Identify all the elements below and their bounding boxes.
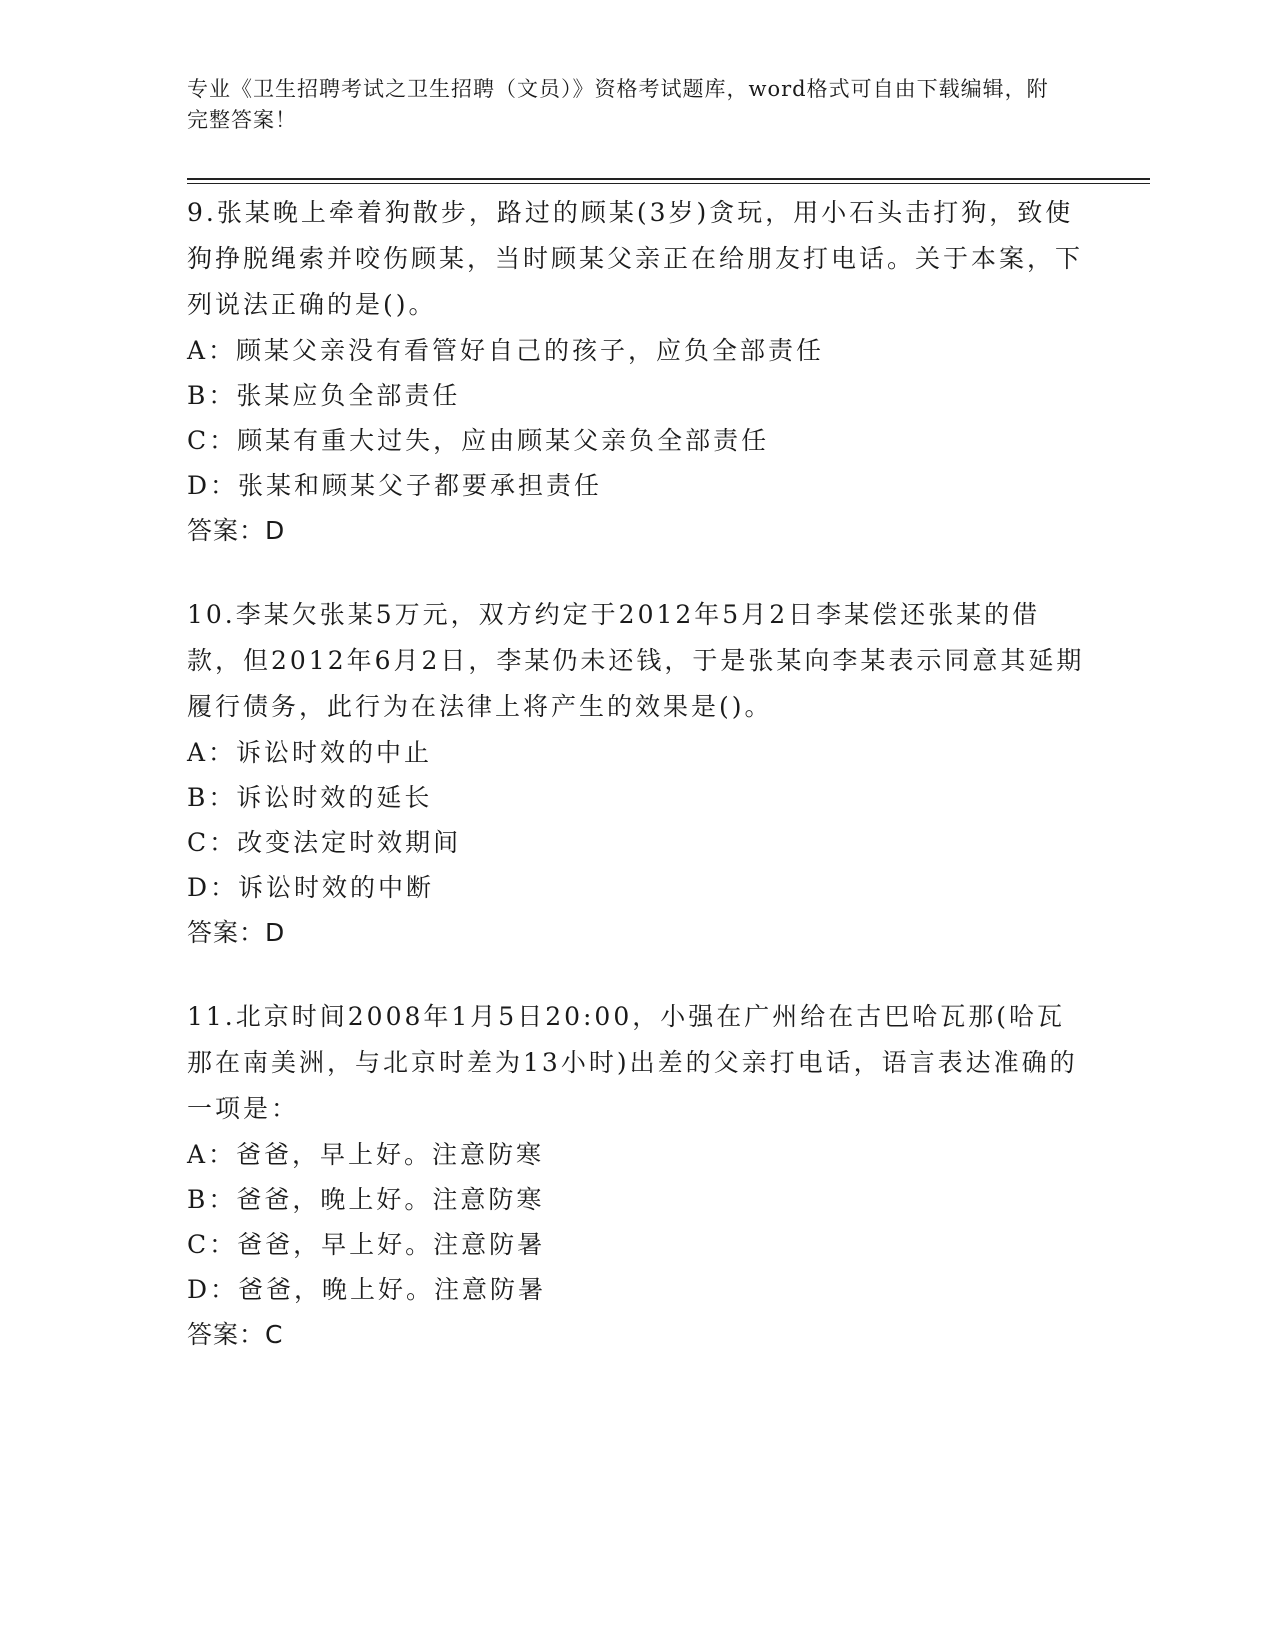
- option-c: C：爸爸，早上好。注意防暑: [187, 1230, 546, 1259]
- question-stem: 10.李某欠张某5万元，双方约定于2012年5月2日李某偿还张某的借款，但2012年6月2日，李某仍未还钱，于是张某向李某表示同意其延期履行债务，此行为在法律上将产生的效果是()。: [187, 600, 1085, 721]
- option-b: B：爸爸，晚上好。注意防寒: [187, 1185, 545, 1214]
- header-divider-thick: [187, 178, 1150, 180]
- option-c: C：顾某有重大过失，应由顾某父亲负全部责任: [187, 426, 770, 455]
- question-list: [187, 190, 1087, 1396]
- option-a: A：顾某父亲没有看管好自己的孩子，应负全部责任: [187, 336, 825, 365]
- option-c: C：改变法定时效期间: [187, 828, 462, 857]
- option-a: A：诉讼时效的中止: [187, 738, 433, 767]
- question-9: [187, 190, 1087, 554]
- question-11: [187, 994, 1087, 1358]
- option-d: D：爸爸，晚上好。注意防暑: [187, 1275, 547, 1304]
- answer-label: 答案：D: [187, 516, 286, 545]
- option-b: B：诉讼时效的延长: [187, 783, 433, 812]
- option-d: D：诉讼时效的中断: [187, 873, 435, 902]
- option-d: D：张某和顾某父子都要承担责任: [187, 471, 603, 500]
- question-stem: 9.张某晚上牵着狗散步，路过的顾某(3岁)贪玩，用小石头击打狗，致使狗挣脱绳索并咬伤顾某，当时顾某父亲正在给朋友打电话。关于本案，下列说法正确的是()。: [187, 198, 1084, 319]
- option-a: A：爸爸，早上好。注意防寒: [187, 1140, 545, 1169]
- question-10: [187, 592, 1087, 956]
- answer-label: 答案：C: [187, 1320, 284, 1349]
- answer-label: 答案：D: [187, 918, 286, 947]
- question-stem: 11.北京时间2008年1月5日20:00，小强在广州给在古巴哈瓦那(哈瓦那在南美洲，与北京时差为13小时)出差的父亲打电话，语言表达准确的一项是：: [187, 1002, 1078, 1123]
- header-divider-thin: [187, 183, 1150, 184]
- document-header: [187, 74, 1067, 136]
- header-intro-text: 专业《卫生招聘考试之卫生招聘（文员）》资格考试题库，word格式可自由下载编辑，附完整答案！: [187, 77, 1049, 132]
- option-b: B：张某应负全部责任: [187, 381, 461, 410]
